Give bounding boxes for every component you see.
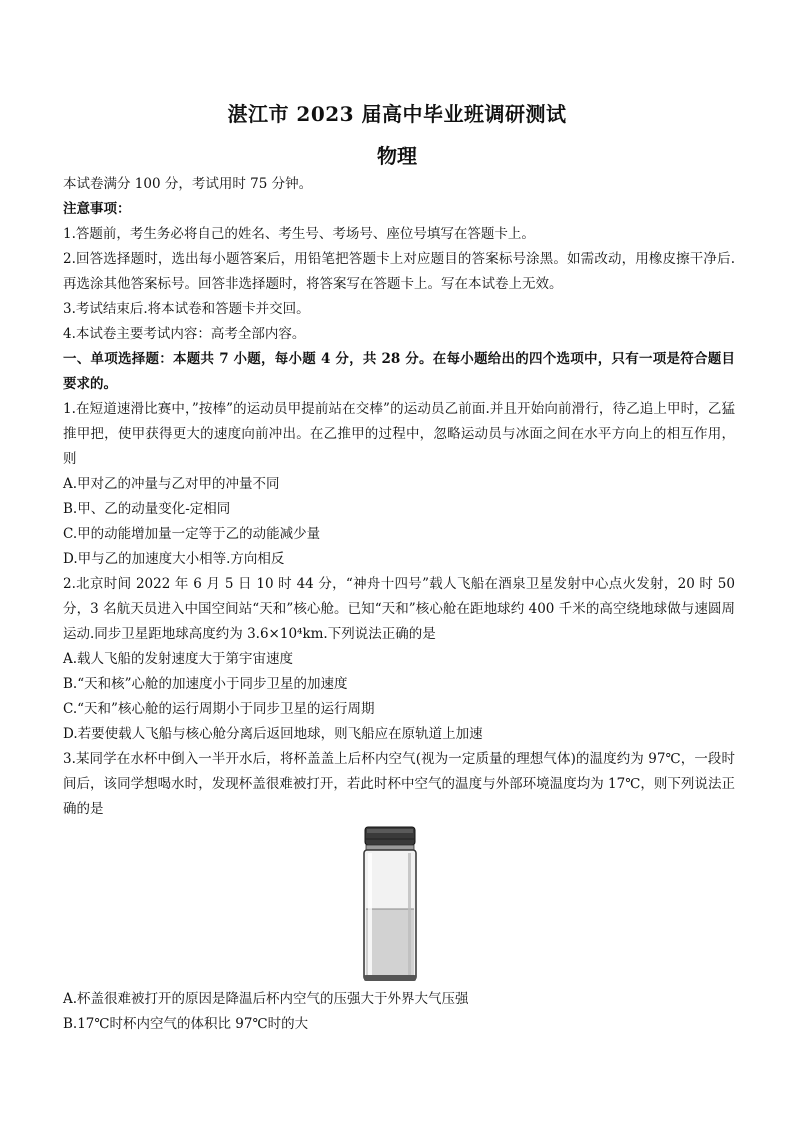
water-cup-drawing [359, 825, 421, 985]
option: B.甲、乙的动量变化-定相同 [63, 501, 231, 517]
note-item: 2.回答选择题时，选出每小题答案后，用铅笔把答题卡上对应题目的答案标号涂黑。如需改动，用橡皮擦干净后.再选涂其他答案标号。回答非选择题时，将答案写在答题卡上。写在本试卷上无效。 [63, 251, 735, 292]
intro-text: 本试卷满分 100 分，考试用时 75 分钟。 [63, 176, 313, 192]
option: A.载人飞船的发射速度大于第宇宙速度 [63, 651, 294, 667]
question-stem: 1.在短道速滑比赛中，”按棒”的运动员甲提前站在交棒”的运动员乙前面.并且开始向前滑行，待乙追上甲时，乙猛推甲把，使甲获得更大的速度向前冲出。在乙推甲的过程中，忽略运动员与冰面之间在水平方向上的相互作用，则 [63, 401, 735, 467]
note-item: 3.考试结束后.将本试卷和答题卡并交回。 [63, 301, 310, 317]
question-stem: 3.某同学在水杯中倒入一半开水后，将杯盖盖上后杯内空气(视为一定质量的理想气体)的温度约为 97℃，一段时间后，该同学想喝水时，发现杯盖很难被打开，若此时杯中空气的温度与外部环境温度均为 17℃，则下列说法正确的是 [63, 751, 735, 817]
option: D.甲与乙的加速度大小相等.方向相反 [63, 551, 285, 567]
option: A.甲对乙的冲量与乙对甲的冲量不同 [63, 476, 280, 492]
exam-title: 湛江市 2023 届高中毕业班调研测试 [227, 102, 567, 126]
exam-content [63, 172, 735, 1037]
water-cup-image [359, 825, 421, 985]
option: A.杯盖很难被打开的原因是降温后杯内空气的压强大于外界大气压强 [63, 991, 469, 1007]
question-stem: 2.北京时间 2022 年 6 月 5 日 10 时 44 分，“神舟十四号”载人飞船在酒泉卫星发射中心点火发射，20 时 50 分，3 名航天员进入中国空间站“天和”核心舱。已知“天和”核心舱在距地球约 400 千米的高空绕地球做与速圆周运动.同步卫星距地球高度约为 3.6×10⁴km.下列说法正确的是 [63, 576, 735, 642]
notes-heading: 注意事项： [63, 201, 131, 217]
option: D.若要使载人飞船与核心舱分离后返回地球，则飞船应在原轨道上加速 [63, 726, 483, 742]
figure-area [63, 822, 735, 987]
note-item: 4.本试卷主要考试内容：高考全部内容。 [63, 326, 306, 342]
section-heading: 一、单项选择题：本题共 7 小题，每小题 4 分，共 28 分。在每小题给出的四个选项中，只有一项是符合题目要求的。 [63, 351, 735, 392]
option: B.“天和核”心舱的加速度小于同步卫星的加速度 [63, 676, 348, 692]
note-item: 1.答题前，考生务必将自己的姓名、考生号、考场号、座位号填写在答题卡上。 [63, 226, 535, 242]
option: B.17℃时杯内空气的体积比 97℃时的大 [63, 1016, 309, 1032]
option: C.“天和”核心舱的运行周期小于同步卫星的运行周期 [63, 701, 375, 717]
exam-subject: 物理 [377, 144, 417, 168]
option: C.甲的动能增加量一定等于乙的动能减少量 [63, 526, 321, 542]
